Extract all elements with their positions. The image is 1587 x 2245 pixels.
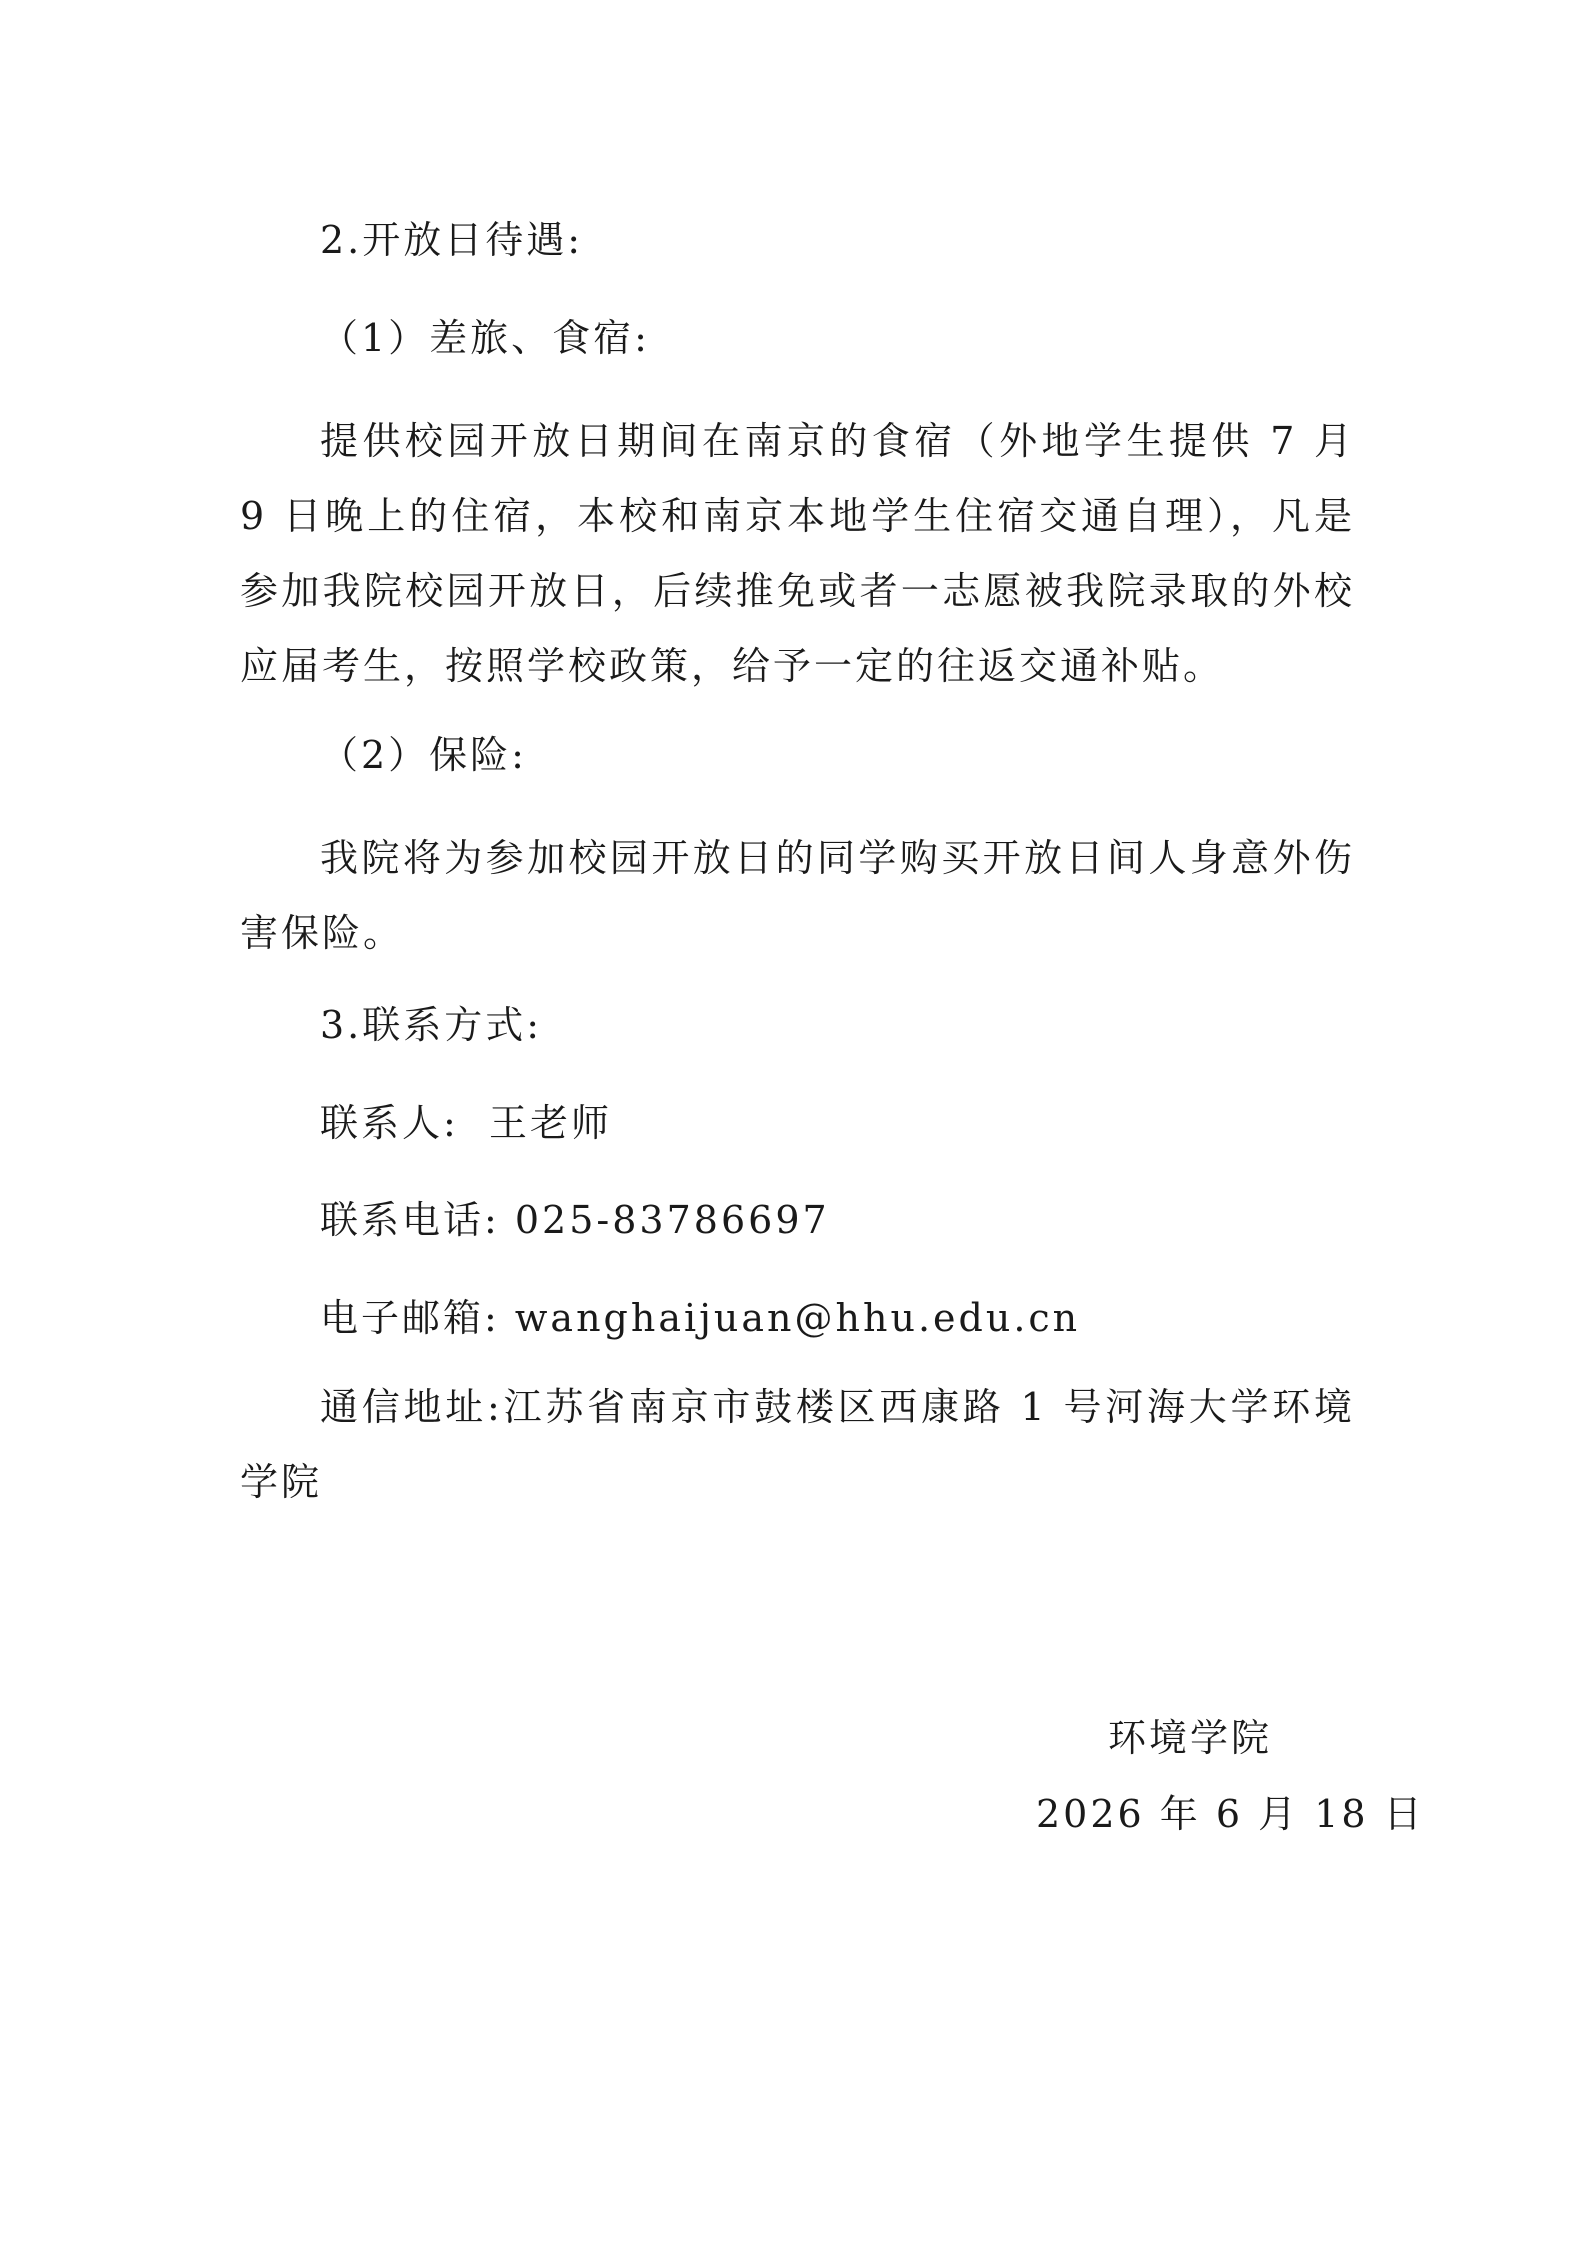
contact-phone: 联系电话: 025-83786697 [320,1198,830,1242]
section-heading-contact: 3.联系方式: [320,1003,543,1047]
paragraph-travel-lodging: 提供校园开放日期间在南京的食宿（外地学生提供 7 月 9 日晚上的住宿，本校和南京本地学生住宿交通自理），凡是参加我院校园开放日，后续推免或者一志愿被我院录取的外校应届考生，按照学校政策，给予一定的往返交通补贴。 [240,419,1355,688]
signature-org: 环境学院 [1108,1716,1273,1760]
contact-person: 联系人: 王老师 [320,1101,612,1145]
contact-email: 电子邮箱: wanghaijuan@hhu.edu.cn [320,1296,1081,1340]
subsection-heading-insurance: （2）保险: [320,733,527,777]
signature-date: 2026 年 6 月 18 日 [1036,1792,1425,1836]
contact-address: 通信地址:江苏省南京市鼓楼区西康路 1 号河海大学环境学院 [240,1385,1355,1504]
section-heading-benefits: 2.开放日待遇: [320,218,584,262]
subsection-heading-travel: （1）差旅、食宿: [320,316,650,360]
paragraph-insurance: 我院将为参加校园开放日的同学购买开放日间人身意外伤害保险。 [240,836,1355,955]
